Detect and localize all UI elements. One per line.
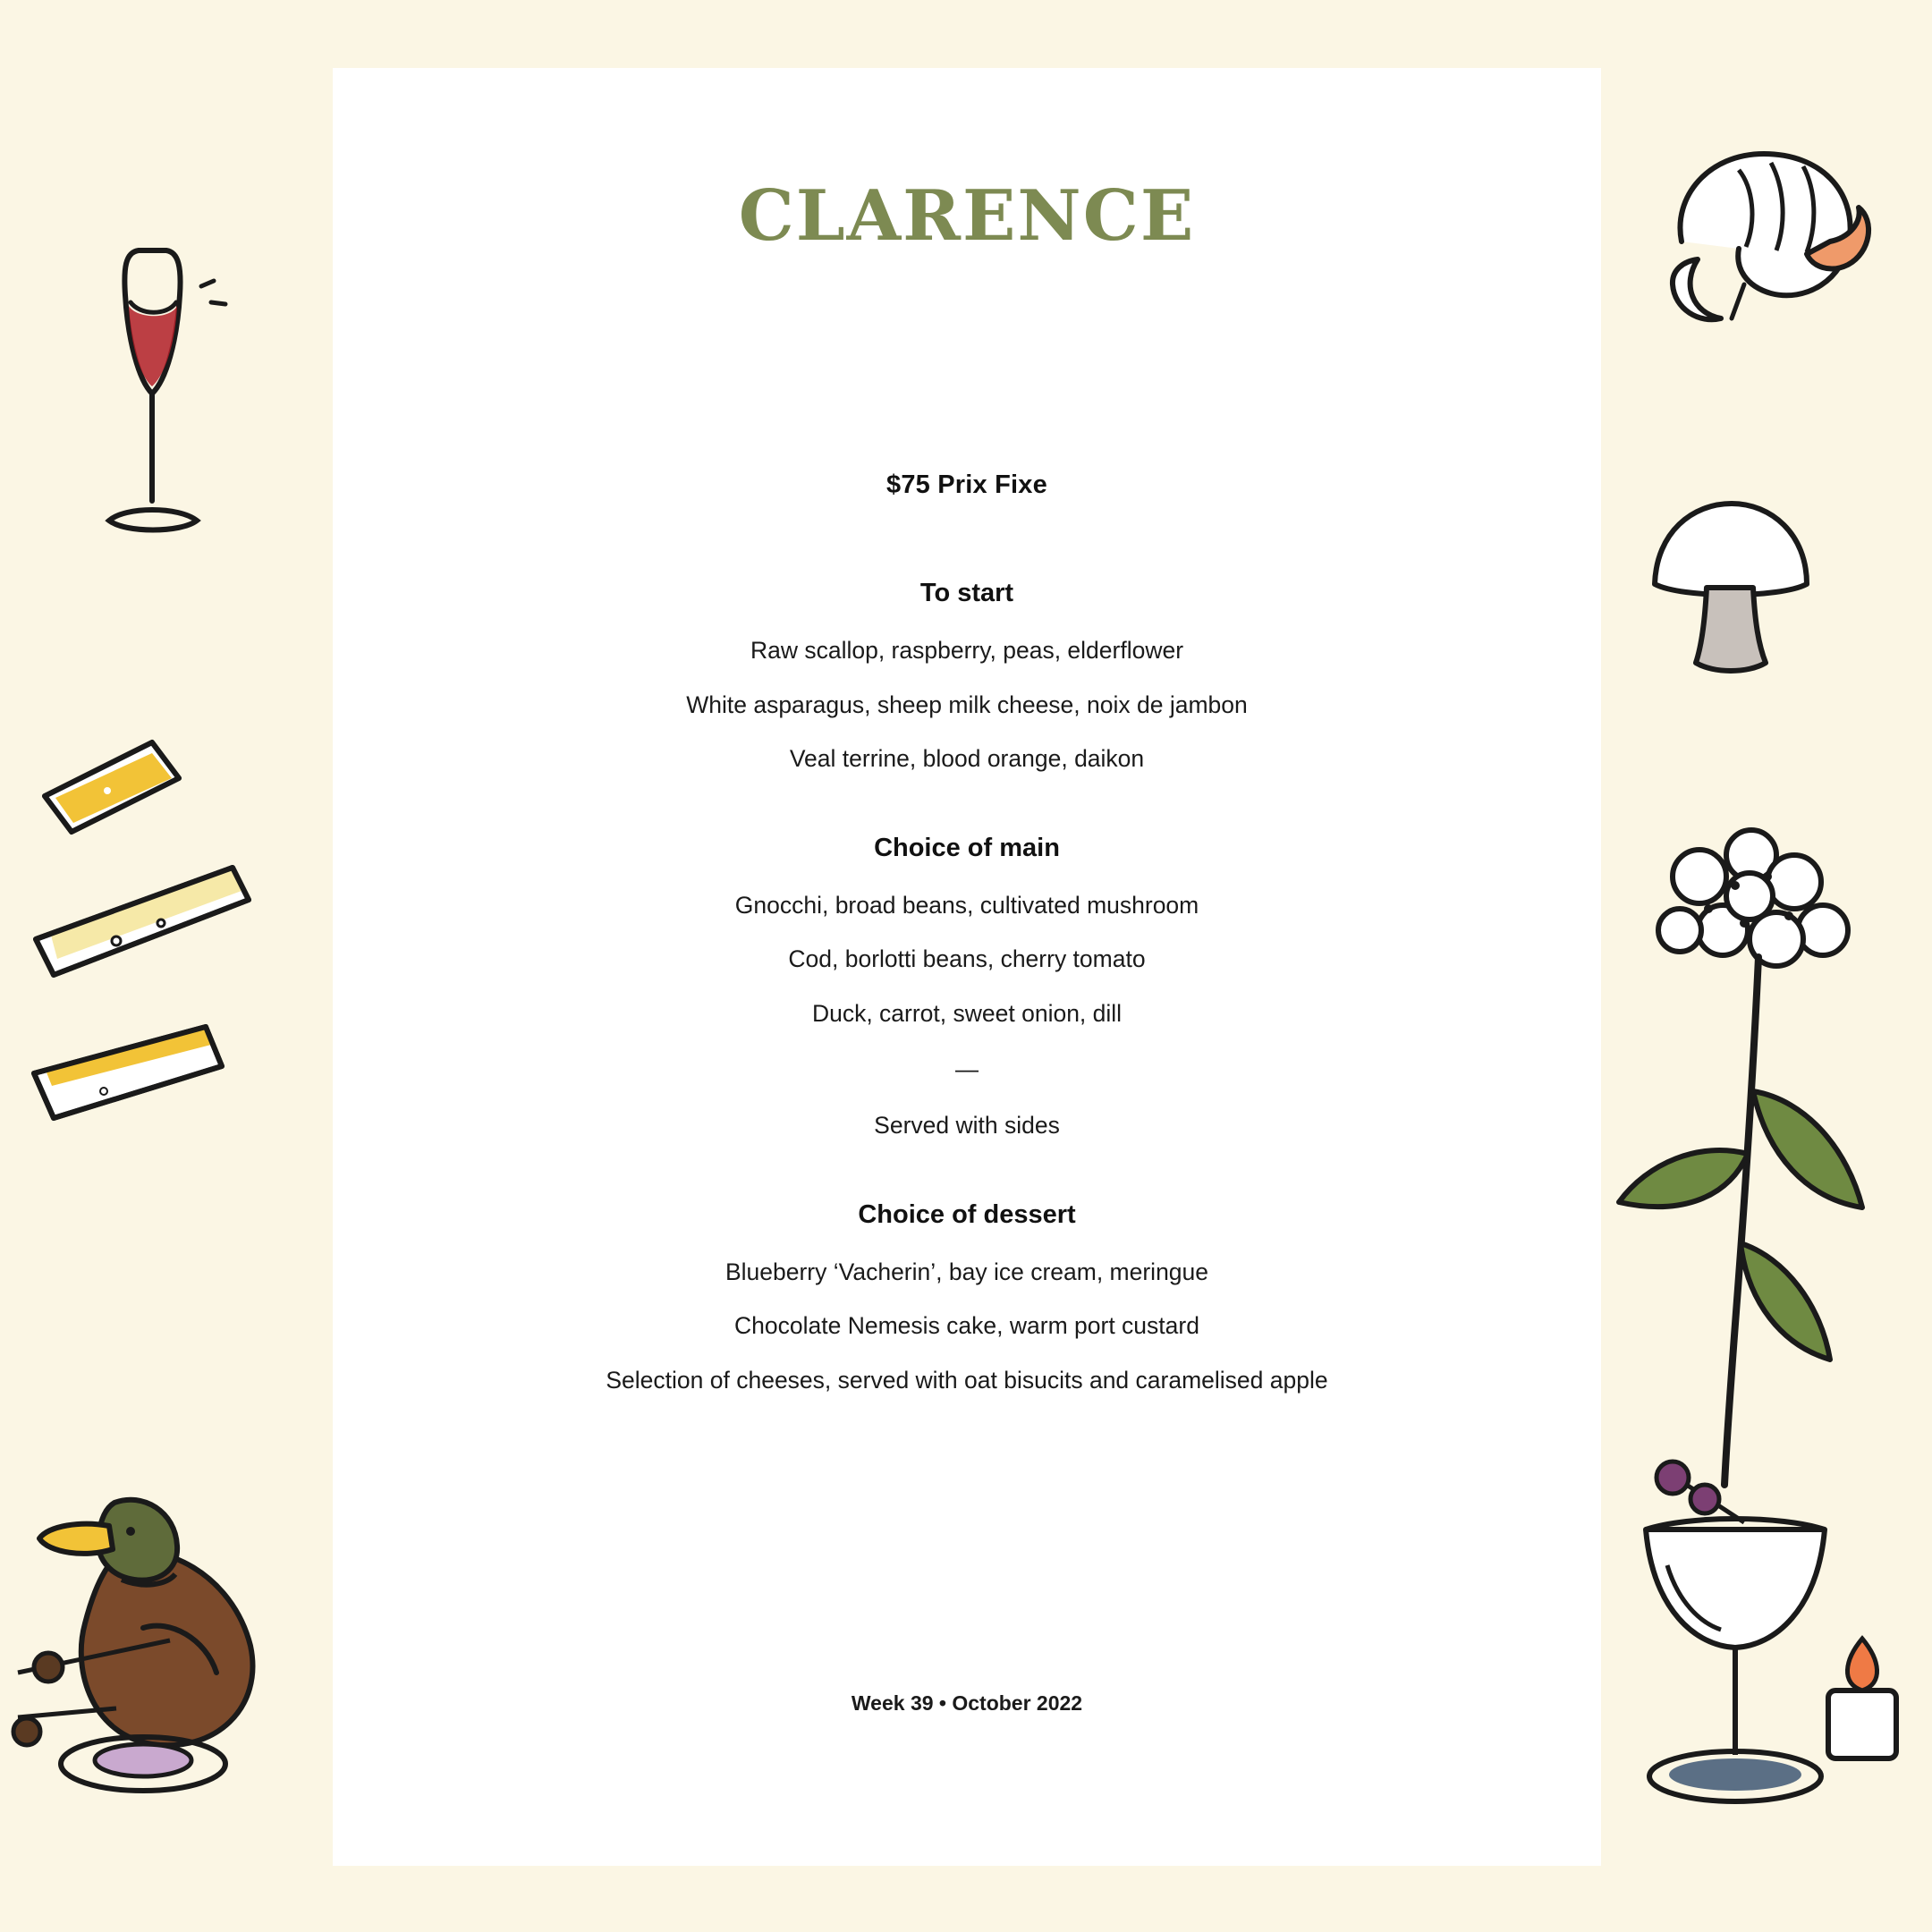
menu-item: White asparagus, sheep milk cheese, noix de jambon — [686, 691, 1248, 718]
menu-item: Selection of cheeses, served with oat bisucits and caramelised apple — [606, 1366, 1328, 1394]
menu-item: Cod, borlotti beans, cherry tomato — [788, 945, 1146, 972]
wine-glass-illustration — [54, 233, 250, 608]
course-divider: — — [955, 1055, 979, 1082]
course-choice-of-dessert — [386, 1200, 1547, 1393]
menu-card — [333, 68, 1601, 1866]
menu-item: Veal terrine, blood orange, daikon — [789, 745, 1145, 772]
menu-content — [386, 470, 1547, 1392]
course-title: To start — [919, 579, 1014, 607]
cocktail-glass-illustration — [1610, 1422, 1905, 1834]
course-title: Choice of dessert — [858, 1199, 1076, 1229]
mushroom-illustration — [1637, 487, 1825, 684]
cheese-wedges-illustration — [18, 716, 286, 1190]
duck-illustration — [9, 1449, 331, 1825]
course-note: Served with sides — [874, 1112, 1060, 1139]
menu-item: Chocolate Nemesis cake, warm port custard — [734, 1312, 1199, 1339]
course-choice-of-main — [386, 834, 1547, 1138]
menu-item: Gnocchi, broad beans, cultivated mushroom — [734, 891, 1199, 919]
course-title: Choice of main — [874, 833, 1060, 862]
menu-footer: Week 39 • October 2022 — [851, 1691, 1083, 1715]
flower-stem-illustration — [1601, 823, 1896, 1512]
restaurant-name: CLARENCE — [738, 175, 1196, 257]
course-to-start — [386, 579, 1547, 771]
price-line: $75 Prix Fixe — [886, 470, 1047, 499]
menu-item: Duck, carrot, sweet onion, dill — [811, 999, 1123, 1027]
menu-item: Blueberry ‘Vacherin’, bay ice cream, meringue — [724, 1258, 1209, 1285]
shrimp-illustration — [1646, 134, 1896, 340]
menu-item: Raw scallop, raspberry, peas, elderflower — [750, 637, 1184, 664]
